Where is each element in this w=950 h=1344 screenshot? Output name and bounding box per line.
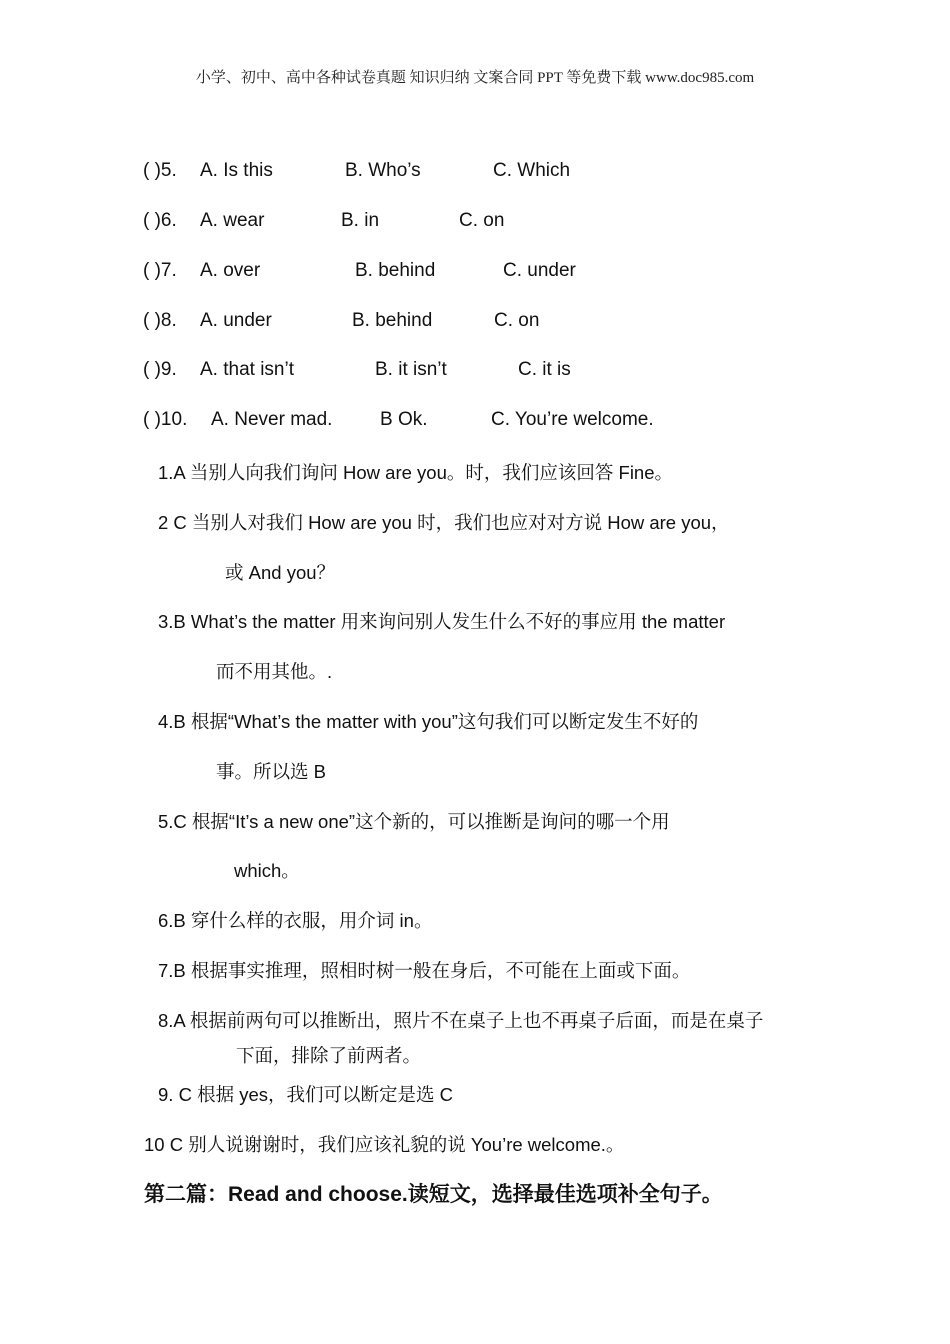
option-c: C. on	[459, 210, 505, 231]
option-b: B. behind	[355, 260, 436, 281]
answer-line: 10 C 别人说谢谢时，我们应该礼貌的说 You’re welcome.。	[144, 1134, 625, 1155]
option-b: B. behind	[352, 310, 433, 331]
question-number: ( )9.	[143, 359, 177, 380]
question-number: ( )10.	[143, 409, 188, 430]
question-number: ( )5.	[143, 160, 177, 181]
section-title: 第二篇：Read and choose.读短文，选择最佳选项补全句子。	[144, 1183, 723, 1206]
answer-line: 事。所以选 B	[216, 761, 326, 782]
answer-line: 而不用其他。.	[216, 661, 333, 682]
question-number: ( )7.	[143, 260, 177, 281]
option-a: A. that isn’t	[200, 359, 294, 380]
answer-line: which。	[234, 860, 300, 881]
answer-line: 3.B What’s the matter 用来询问别人发生什么不好的事应用 the matter	[158, 611, 726, 632]
option-a: A. Is this	[200, 160, 273, 181]
option-b: B. Who’s	[345, 160, 421, 181]
page-header: 小学、初中、高中各种试卷真题 知识归纳 文案合同 PPT 等免费下载 www.doc985.com	[195, 70, 755, 86]
answer-line: 4.B 根据“What’s the matter with you”这句我们可以断定发生不好的	[158, 711, 699, 732]
answer-line: 6.B 穿什么样的衣服，用介词 in。	[158, 910, 433, 931]
option-c: C. You’re welcome.	[491, 409, 654, 430]
answer-line: 5.C 根据“It’s a new one”这个新的，可以推断是询问的哪一个用	[158, 811, 670, 832]
option-b: B. in	[341, 210, 380, 231]
option-c: C. Which	[493, 160, 571, 181]
answer-line: 8.A 根据前两句可以推断出，照片不在桌子上也不再桌子后面，而是在桌子	[158, 1010, 764, 1031]
answer-line: 2 C 当别人对我们 How are you 时，我们也应对对方说 How are you，	[158, 512, 730, 533]
option-c: C. on	[494, 310, 540, 331]
answer-line: 或 And you？	[225, 562, 336, 583]
option-b: B Ok.	[380, 409, 428, 430]
option-a: A. Never mad.	[211, 409, 333, 430]
option-c: C. it is	[518, 359, 571, 380]
option-a: A. wear	[200, 210, 265, 231]
option-a: A. over	[200, 260, 261, 281]
answer-line: 1.A 当别人向我们询问 How are you。时，我们应该回答 Fine。	[158, 462, 674, 483]
option-a: A. under	[200, 310, 272, 331]
option-b: B. it isn’t	[375, 359, 447, 380]
option-c: C. under	[503, 260, 576, 281]
answer-line: 9. C 根据 yes，我们可以断定是选 C	[158, 1084, 453, 1105]
question-number: ( )8.	[143, 310, 177, 331]
question-number: ( )6.	[143, 210, 177, 231]
answer-line: 7.B 根据事实推理，照相时树一般在身后，不可能在上面或下面。	[158, 960, 691, 981]
answer-line: 下面，排除了前两者。	[236, 1045, 422, 1066]
